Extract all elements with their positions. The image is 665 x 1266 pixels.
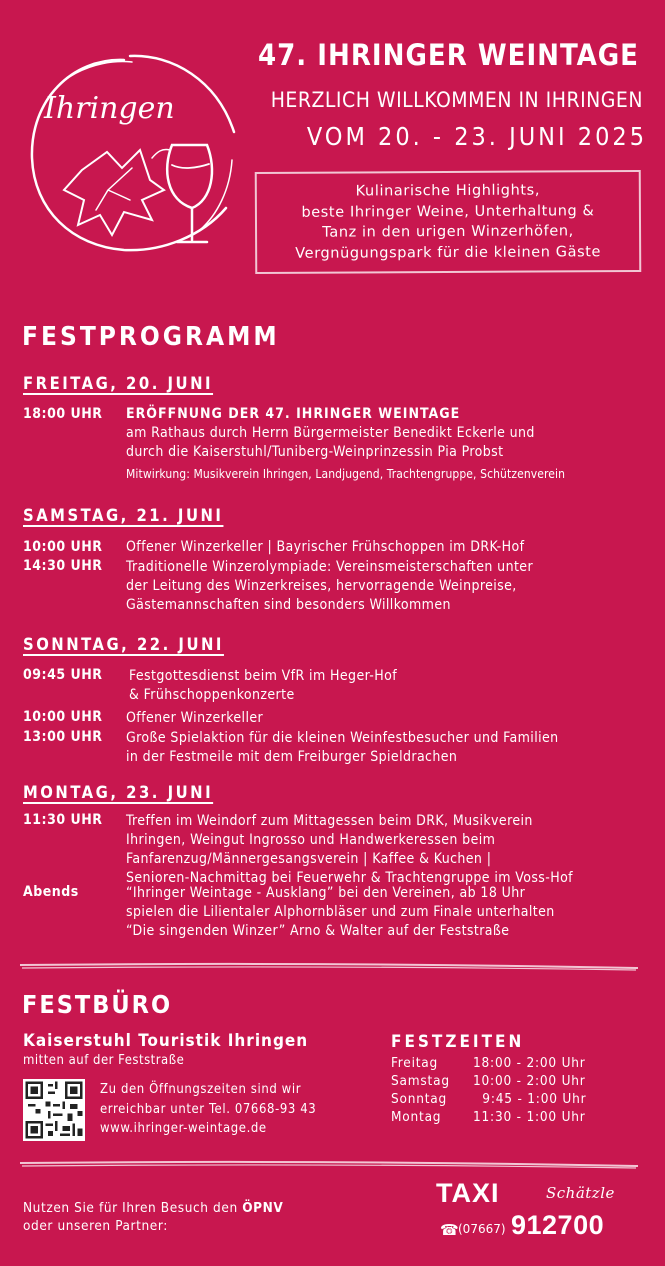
event-description <box>126 709 263 728</box>
festzeiten-day: Freitag <box>391 1055 439 1071</box>
festzeiten-row <box>391 1108 586 1126</box>
day-heading-montag: MONTAG, 23. JUNI <box>23 783 214 802</box>
ihringen-logo <box>12 40 247 265</box>
oepnv-label: ÖPNV <box>242 1200 284 1216</box>
festzeiten-day: Montag <box>391 1109 442 1125</box>
event-time: 13:00 UHR <box>23 729 103 745</box>
phone-icon: ☎ <box>440 1221 459 1239</box>
event-description <box>126 538 524 557</box>
organizer-name: Kaiserstuhl Touristik Ihringen <box>23 1031 309 1051</box>
divider <box>18 962 640 972</box>
event-time: 11:30 UHR <box>23 812 103 828</box>
event-line: Offener Winzerkeller | Bayrischer Frühschoppen im DRK-Hof <box>126 539 525 555</box>
event-line: “Die singenden Winzer” Arno & Walter auf der Feststraße <box>126 923 510 939</box>
highlight-line: beste Ihringer Weine, Unterhaltung & <box>301 202 595 221</box>
taxi-phone-number[interactable]: 912700 <box>511 1210 605 1240</box>
event-line: in der Festmeile mit dem Freiburger Spieldrachen <box>126 749 458 765</box>
transport-line: oder unseren Partner: <box>23 1218 168 1234</box>
event-line: Treffen im Weindorf zum Mittagessen beim DRK, Musikverein <box>126 813 533 829</box>
event-title: 47. IHRINGER WEINTAGE <box>258 38 639 72</box>
event-line: Offener Winzerkeller <box>126 710 264 726</box>
event-line: Traditionelle Winzerolympiade: Vereinsmeisterschaften unter <box>126 559 534 575</box>
taxi-area-code: (07667) <box>458 1222 506 1236</box>
event-line: am Rathaus durch Herrn Bürgermeister Benedikt Eckerle und <box>126 425 535 441</box>
event-line: Große Spielaktion für die kleinen Weinfestbesucher und Familien <box>126 730 559 746</box>
qr-code <box>23 1079 85 1141</box>
taxi-wordmark: TAXI <box>436 1178 500 1208</box>
festzeiten-row <box>391 1072 586 1090</box>
taxi-company-name: Schätzle <box>546 1184 615 1202</box>
event-time: 09:45 UHR <box>23 667 103 683</box>
event-line: Gästemannschaften sind besonders Willkommen <box>126 597 451 613</box>
day-heading-freitag: FREITAG, 20. JUNI <box>23 374 214 393</box>
festzeiten-row <box>391 1090 586 1108</box>
event-description <box>126 884 555 941</box>
day-heading-sonntag: SONNTAG, 22. JUNI <box>23 635 224 654</box>
event-time: 18:00 UHR <box>23 406 103 422</box>
divider <box>18 1160 640 1170</box>
event-line: Festgottesdienst beim VfR im Heger-Hof <box>129 668 398 684</box>
event-line: Fanfarenzug/Männergesangsverein | Kaffee & Kuchen | <box>126 851 492 867</box>
event-title-line: ERÖFFNUNG DER 47. IHRINGER WEINTAGE <box>126 406 461 422</box>
festzeiten-time: 18:00 - 2:00 Uhr <box>473 1055 586 1071</box>
event-time: Abends <box>23 884 79 900</box>
highlights-box <box>255 170 642 274</box>
event-description <box>129 667 397 705</box>
event-description <box>126 812 573 888</box>
contact-phone: erreichbar unter Tel. 07668-93 43 <box>100 1101 317 1117</box>
highlight-line: Vergnügungspark für die kleinen Gäste <box>295 243 602 262</box>
event-note: Mitwirkung: Musikverein Ihringen, Landjugend, Trachtengruppe, Schützenverein <box>126 467 566 481</box>
highlight-line: Kulinarische Highlights, <box>355 182 541 200</box>
organizer-location: mitten auf der Feststraße <box>23 1053 185 1068</box>
festzeiten-time: 11:30 - 1:00 Uhr <box>473 1109 586 1125</box>
transport-text: Nutzen Sie für Ihren Besuch den <box>23 1200 243 1216</box>
event-line: der Leitung des Winzerkreises, hervorragende Weinpreise, <box>126 578 517 594</box>
festprogramm-heading: FESTPROGRAMM <box>22 322 280 352</box>
contact-line: Zu den Öffnungszeiten sind wir <box>100 1082 302 1097</box>
event-description <box>126 558 533 615</box>
festzeiten-row <box>391 1054 586 1072</box>
event-line: spielen die Lilientaler Alphornbläser und zum Finale unterhalten <box>126 904 555 920</box>
welcome-line: HERZLICH WILLKOMMEN IN IHRINGEN <box>270 88 643 112</box>
day-heading-samstag: SAMSTAG, 21. JUNI <box>23 506 224 525</box>
festzeiten-day: Sonntag <box>391 1091 448 1107</box>
event-line: Ihringen, Weingut Ingrosso und Handwerkeressen beim <box>126 832 496 848</box>
festbuero-heading: FESTBÜRO <box>22 990 173 1019</box>
website-link[interactable]: www.ihringer-weintage.de <box>100 1121 267 1136</box>
festzeiten-table <box>391 1054 586 1126</box>
transport-note <box>23 1199 283 1235</box>
festzeiten-time: 9:45 - 1:00 Uhr <box>473 1091 587 1107</box>
event-line: & Frühschoppenkonzerte <box>129 687 295 703</box>
festzeiten-day: Samstag <box>391 1073 450 1089</box>
event-description <box>126 729 559 767</box>
event-dates: VOM 20. - 23. JUNI 2025 <box>306 122 647 151</box>
event-description <box>126 405 565 484</box>
festzeiten-heading: FESTZEITEN <box>391 1032 525 1052</box>
highlight-line: Tanz in den urigen Winzerhöfen, <box>322 223 574 241</box>
taxi-ad <box>428 1174 636 1246</box>
event-line: “Ihringer Weintage - Ausklang” bei den Vereinen, ab 18 Uhr <box>126 885 526 901</box>
event-line: durch die Kaiserstuhl/Tuniberg-Weinprinzessin Pia Probst <box>126 444 504 460</box>
event-line: Senioren-Nachmittag bei Feuerwehr & Trachtengruppe im Voss-Hof <box>126 870 574 886</box>
contact-info <box>100 1080 316 1139</box>
event-time: 10:00 UHR <box>23 539 103 555</box>
festzeiten-time: 10:00 - 2:00 Uhr <box>473 1073 586 1089</box>
event-time: 10:00 UHR <box>23 709 103 725</box>
logo-wordmark: Ihringen <box>44 91 175 126</box>
transport-line <box>23 1199 283 1217</box>
event-time: 14:30 UHR <box>23 558 103 574</box>
